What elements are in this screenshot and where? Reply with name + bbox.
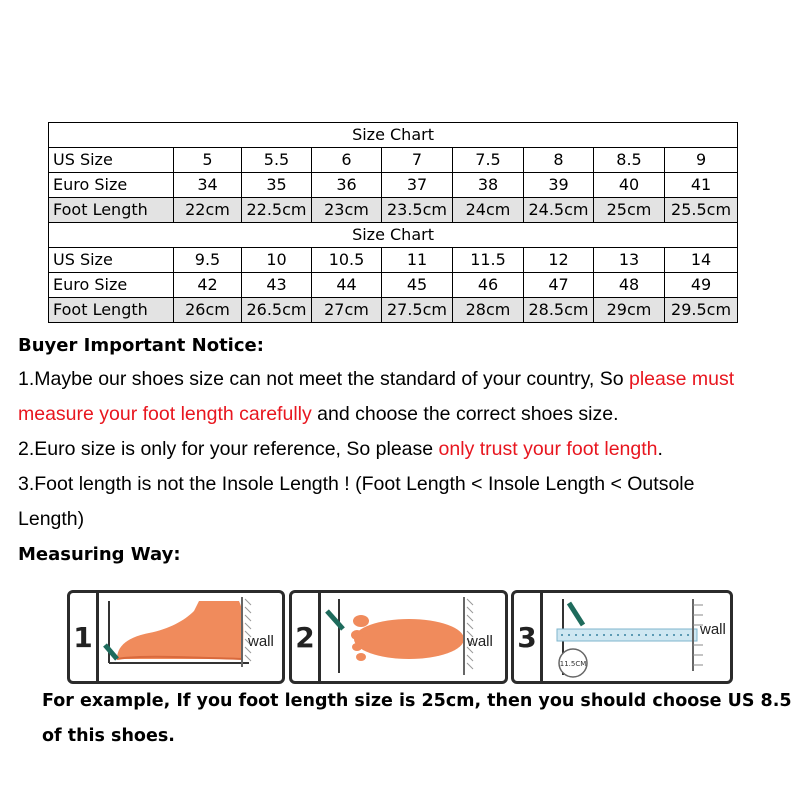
- size-cell: 29.5cm: [665, 298, 738, 323]
- size-cell: 36: [312, 173, 382, 198]
- size-cell: 42: [174, 273, 242, 298]
- notice-line-2-end: .: [657, 438, 663, 460]
- size-cell: 10: [242, 248, 312, 273]
- size-chart-table: [48, 122, 738, 323]
- step-2-number: 2: [292, 593, 321, 681]
- size-cell: 14: [665, 248, 738, 273]
- size-cell: 7: [382, 148, 453, 173]
- row-label: Euro Size: [49, 273, 174, 298]
- measuring-heading: Measuring Way:: [18, 544, 181, 565]
- example-line-1: For example, If you foot length size is 25cm, then you should choose US 8.5: [42, 691, 792, 711]
- notice-heading: Buyer Important Notice:: [18, 335, 264, 356]
- size-cell: 7.5: [453, 148, 524, 173]
- size-cell: 44: [312, 273, 382, 298]
- size-cell: 38: [453, 173, 524, 198]
- notice-line-3: 3.Foot length is not the Insole Length ! (Foot Length < Insole Length < Outsole: [18, 473, 695, 495]
- size-cell: 8.5: [594, 148, 665, 173]
- size-cell: 9: [665, 148, 738, 173]
- size-cell: 27cm: [312, 298, 382, 323]
- size-cell: 25.5cm: [665, 198, 738, 223]
- size-chart-title-row: [49, 123, 738, 148]
- notice-line-1-cont: [18, 397, 619, 432]
- size-cell: 22.5cm: [242, 198, 312, 223]
- row-label: Foot Length: [49, 298, 174, 323]
- example-line-2: of this shoes.: [42, 726, 175, 746]
- size-cell: 22cm: [174, 198, 242, 223]
- step-1-number: 1: [70, 593, 99, 681]
- size-cell: 24cm: [453, 198, 524, 223]
- row-label: US Size: [49, 148, 174, 173]
- size-cell: 11.5: [453, 248, 524, 273]
- size-cell: 26.5cm: [242, 298, 312, 323]
- size-cell: 11: [382, 248, 453, 273]
- size-row-foot: [49, 298, 738, 323]
- size-chart-title: Size Chart: [49, 123, 738, 148]
- size-cell: 29cm: [594, 298, 665, 323]
- wall-label-2: wall: [467, 633, 493, 650]
- size-cell: 46: [453, 273, 524, 298]
- size-cell: 28.5cm: [524, 298, 594, 323]
- size-cell: 27.5cm: [382, 298, 453, 323]
- wall-label-1: wall: [248, 633, 274, 650]
- size-cell: 34: [174, 173, 242, 198]
- size-cell: 41: [665, 173, 738, 198]
- size-cell: 37: [382, 173, 453, 198]
- size-chart-title-row: [49, 223, 738, 248]
- size-row-us: [49, 148, 738, 173]
- measure-step-3-panel: [511, 590, 733, 684]
- size-cell: 49: [665, 273, 738, 298]
- size-cell: 48: [594, 273, 665, 298]
- notice-line-2-highlight: only trust your foot length: [438, 438, 658, 460]
- row-label: US Size: [49, 248, 174, 273]
- size-cell: 8: [524, 148, 594, 173]
- size-cell: 9.5: [174, 248, 242, 273]
- step-3-number: 3: [514, 593, 543, 681]
- size-cell: 6: [312, 148, 382, 173]
- notice-line-1-highlight-cont: measure your foot length carefully: [18, 403, 312, 425]
- size-cell: 13: [594, 248, 665, 273]
- measure-tag: 11.5CM: [559, 660, 587, 668]
- notice-line-1-end: and choose the correct shoes size.: [311, 403, 619, 425]
- size-cell: 47: [524, 273, 594, 298]
- size-cell: 5: [174, 148, 242, 173]
- measure-step-2-panel: [289, 590, 508, 684]
- size-cell: 40: [594, 173, 665, 198]
- size-cell: 39: [524, 173, 594, 198]
- size-row-euro: [49, 173, 738, 198]
- size-cell: 24.5cm: [524, 198, 594, 223]
- size-cell: 35: [242, 173, 312, 198]
- size-cell: 23.5cm: [382, 198, 453, 223]
- size-row-euro: [49, 273, 738, 298]
- row-label: Foot Length: [49, 198, 174, 223]
- size-cell: 10.5: [312, 248, 382, 273]
- size-cell: 23cm: [312, 198, 382, 223]
- size-cell: 43: [242, 273, 312, 298]
- size-chart-title: Size Chart: [49, 223, 738, 248]
- notice-line-1-highlight: please must: [628, 368, 735, 390]
- wall-label-3: wall: [700, 621, 726, 638]
- notice-line-1-text: 1.Maybe our shoes size can not meet the standard of your country, So: [18, 368, 629, 390]
- size-cell: 5.5: [242, 148, 312, 173]
- row-label: Euro Size: [49, 173, 174, 198]
- notice-line-2-text: 2.Euro size is only for your reference, So please: [18, 438, 439, 460]
- size-cell: 45: [382, 273, 453, 298]
- measure-step-1-panel: [67, 590, 285, 684]
- size-row-us: [49, 248, 738, 273]
- size-cell: 12: [524, 248, 594, 273]
- notice-line-2: [18, 432, 663, 467]
- notice-line-1: [18, 362, 734, 397]
- size-cell: 26cm: [174, 298, 242, 323]
- size-row-foot: [49, 198, 738, 223]
- size-cell: 25cm: [594, 198, 665, 223]
- notice-line-3-cont: Length): [18, 508, 85, 530]
- size-cell: 28cm: [453, 298, 524, 323]
